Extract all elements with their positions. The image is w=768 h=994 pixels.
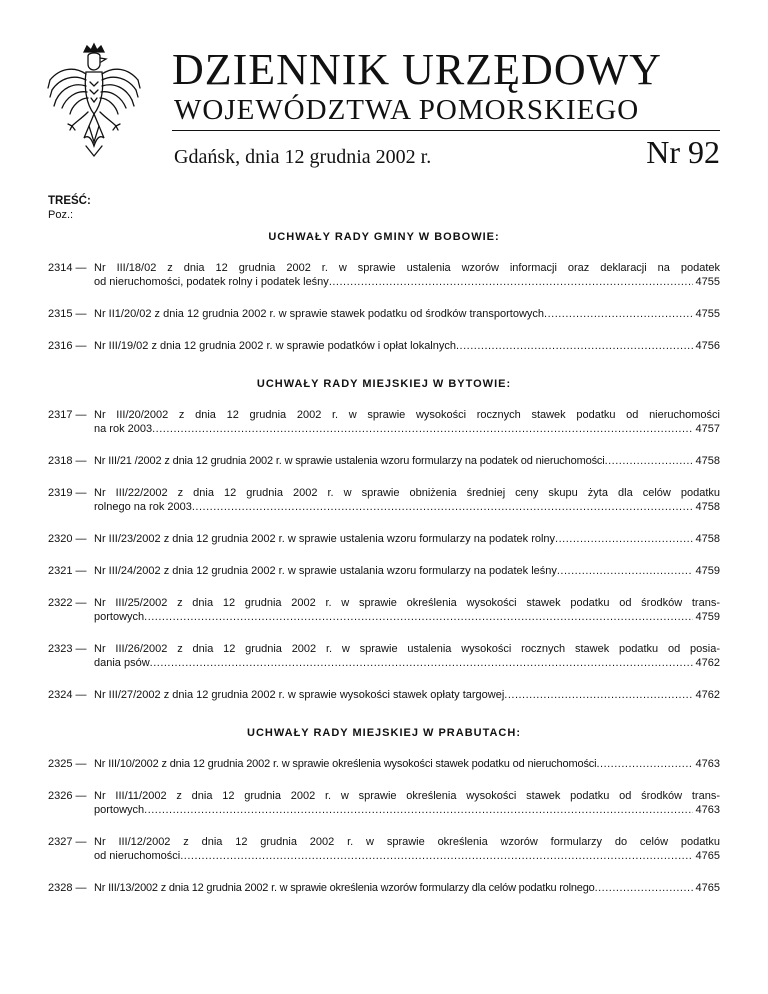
journal-title: DZIENNIK URZĘDOWY xyxy=(172,45,662,94)
section-title: UCHWAŁY RADY GMINY W BOBOWIE: xyxy=(268,231,500,243)
position-number: 2321 — xyxy=(48,565,87,577)
toc-entry-2315[interactable] xyxy=(48,307,720,321)
page-number: 4759 xyxy=(695,611,720,623)
entry-text-line2: dania psów xyxy=(94,657,150,669)
page-number: 4755 xyxy=(695,308,720,320)
issue-number: Nr 92 xyxy=(646,134,720,170)
page-number: 4758 xyxy=(695,501,720,513)
entry-text-line2: od nieruchomości xyxy=(94,850,181,862)
dot-leader xyxy=(504,688,692,702)
entry-text: Nr III/13/2002 z dnia 12 grudnia 2002 r. w sprawie określenia wzorów formularzy dla celów podatku rolnego xyxy=(94,882,595,894)
table-of-contents xyxy=(48,230,720,913)
position-number: 2316 — xyxy=(48,340,87,352)
dot-leader xyxy=(192,500,693,514)
dot-leader xyxy=(456,339,693,353)
toc-entry-2316[interactable] xyxy=(48,339,720,353)
entry-text-line1: Nr III/12/2002 z dnia 12 grudnia 2002 r. w sprawie określenia wzorów formularzy do celów podatku xyxy=(94,836,720,848)
position-number: 2317 — xyxy=(48,409,87,421)
position-number: 2324 — xyxy=(48,689,87,701)
toc-entry-2328[interactable] xyxy=(48,881,720,895)
page-number: 4763 xyxy=(695,804,720,816)
section-title: UCHWAŁY RADY MIEJSKIEJ W BYTOWIE: xyxy=(256,378,512,390)
position-number: 2319 — xyxy=(48,487,87,499)
entry-text: Nr III/10/2002 z dnia 12 grudnia 2002 r. w sprawie określenia wysokości stawek podatku od nieruchomości xyxy=(94,758,597,770)
position-number: 2318 — xyxy=(48,455,87,467)
position-number: 2325 — xyxy=(48,758,87,770)
entry-text-line1: Nr III/18/02 z dnia 12 grudnia 2002 r. w sprawie ustalenia wzorów informacji oraz deklaracji na podatek xyxy=(94,262,720,274)
entry-text: Nr III/21 /2002 z dnia 12 grudnia 2002 r. w sprawie ustalenia wzoru formularzy na podatek od nieruchomości xyxy=(94,455,605,467)
polish-eagle-emblem-icon xyxy=(44,42,144,160)
toc-entry-2320[interactable] xyxy=(48,532,720,546)
page-number: 4759 xyxy=(695,565,720,577)
entry-text-line1: Nr III/26/2002 z dnia 12 grudnia 2002 r. w sprawie ustalenia wysokości rocznych stawek podatku od posia- xyxy=(94,643,720,655)
dot-leader xyxy=(555,532,692,546)
toc-entry-2314[interactable] xyxy=(48,261,720,289)
page-number: 4765 xyxy=(695,882,720,894)
toc-heading: TREŚĆ: xyxy=(48,195,91,207)
position-number: 2314 — xyxy=(48,262,87,274)
entry-text-line1: Nr III/20/2002 z dnia 12 grudnia 2002 r. w sprawie wysokości rocznych stawek podatku od nieruchomości xyxy=(94,409,720,421)
page-number: 4762 xyxy=(695,689,720,701)
entry-text-line2: portowych xyxy=(94,611,145,623)
dot-leader xyxy=(605,454,693,468)
dot-leader xyxy=(544,307,692,321)
page-number: 4765 xyxy=(695,850,720,862)
page-number: 4755 xyxy=(695,276,720,288)
toc-entry-2317[interactable] xyxy=(48,408,720,436)
entry-text-line1: Nr III/22/2002 z dnia 12 grudnia 2002 r. w sprawie obniżenia średniej ceny skupu żyta dla celów podatku xyxy=(94,487,720,499)
entry-text-line1: Nr III/11/2002 z dnia 12 grudnia 2002 r. w sprawie określenia wysokości stawek podatku od środków trans- xyxy=(94,790,720,802)
toc-entry-2321[interactable] xyxy=(48,564,720,578)
toc-entry-2324[interactable] xyxy=(48,688,720,702)
page-number: 4756 xyxy=(695,340,720,352)
entry-text-line2: portowych xyxy=(94,804,145,816)
toc-entry-2323[interactable] xyxy=(48,642,720,670)
entry-text-line2: rolnego na rok 2003 xyxy=(94,501,192,513)
dot-leader xyxy=(152,422,692,436)
dot-leader xyxy=(144,803,692,817)
dot-leader xyxy=(595,881,693,895)
dot-leader xyxy=(596,757,692,771)
poz-label: Poz.: xyxy=(48,209,74,221)
header-divider xyxy=(172,130,720,131)
position-number: 2326 — xyxy=(48,790,87,802)
toc-entry-2326[interactable] xyxy=(48,789,720,817)
entry-text: Nr III/24/2002 z dnia 12 grudnia 2002 r. w sprawie ustalania wzoru formularzy na podatek leśny xyxy=(94,565,557,577)
dot-leader xyxy=(150,656,693,670)
position-number: 2327 — xyxy=(48,836,87,848)
toc-entry-2319[interactable] xyxy=(48,486,720,514)
position-number: 2320 — xyxy=(48,533,87,545)
entry-text-line2: od nieruchomości, podatek rolny i podatek leśny xyxy=(94,276,329,288)
toc-entry-2318[interactable] xyxy=(48,454,720,468)
entry-text-line1: Nr III/25/2002 z dnia 12 grudnia 2002 r. w sprawie określenia wysokości stawek podatku od środków trans- xyxy=(94,597,720,609)
toc-entry-2325[interactable] xyxy=(48,757,720,771)
page-number: 4757 xyxy=(695,423,720,435)
page-number: 4763 xyxy=(695,758,720,770)
position-number: 2322 — xyxy=(48,597,87,609)
entry-text: Nr II1/20/02 z dnia 12 grudnia 2002 r. w sprawie stawek podatku od środków transportowych xyxy=(94,308,545,320)
entry-text: Nr III/19/02 z dnia 12 grudnia 2002 r. w sprawie podatków i opłat lokalnych xyxy=(94,340,456,352)
toc-entry-2322[interactable] xyxy=(48,596,720,624)
place-date: Gdańsk, dnia 12 grudnia 2002 r. xyxy=(174,146,432,168)
journal-subtitle: WOJEWÓDZTWA POMORSKIEGO xyxy=(174,94,640,126)
position-number: 2323 — xyxy=(48,643,87,655)
dot-leader xyxy=(144,610,692,624)
section-title: UCHWAŁY RADY MIEJSKIEJ W PRABUTACH: xyxy=(247,727,521,739)
entry-text-line2: na rok 2003 xyxy=(94,423,153,435)
page-number: 4762 xyxy=(695,657,720,669)
dot-leader xyxy=(180,849,692,863)
position-number: 2315 — xyxy=(48,308,87,320)
entry-text: Nr III/27/2002 z dnia 12 grudnia 2002 r. w sprawie wysokości stawek opłaty targowej xyxy=(94,689,505,701)
dot-leader xyxy=(557,564,693,578)
page-number: 4758 xyxy=(695,455,720,467)
position-number: 2328 — xyxy=(48,882,87,894)
dot-leader xyxy=(329,275,693,289)
toc-entry-2327[interactable] xyxy=(48,835,720,863)
page-number: 4758 xyxy=(695,533,720,545)
entry-text: Nr III/23/2002 z dnia 12 grudnia 2002 r. w sprawie ustalenia wzoru formularzy na podatek rolny xyxy=(94,533,556,545)
